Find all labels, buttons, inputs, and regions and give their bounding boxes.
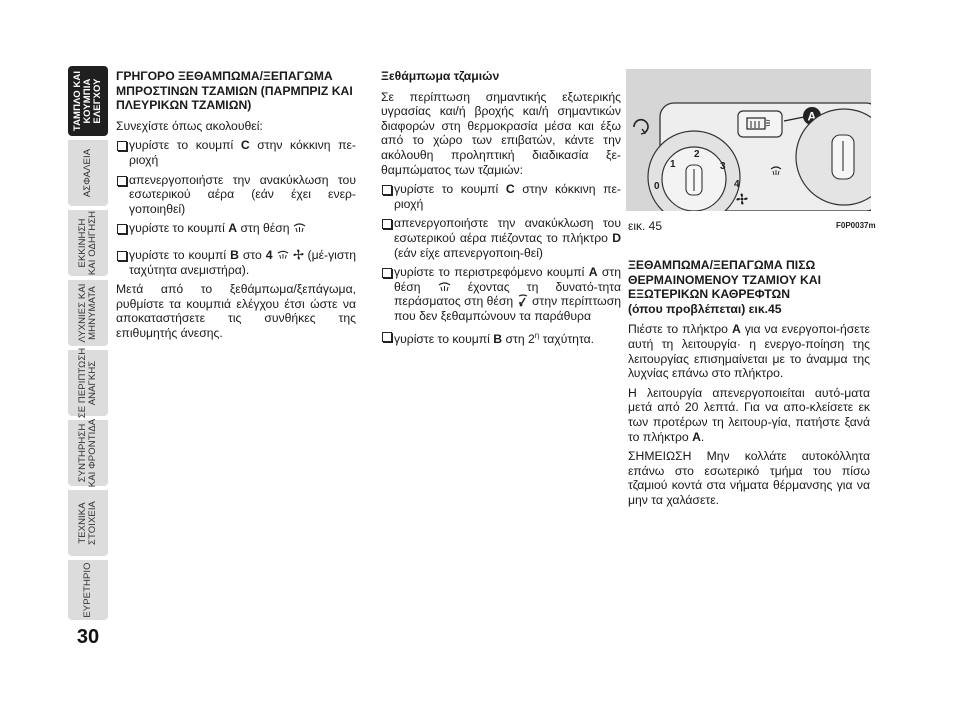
windscreen-defrost-icon: [277, 249, 289, 260]
figure-caption: εικ. 45: [628, 219, 663, 233]
tab-label: ΕΚΚΙΝΗΣΗ ΚΑΙ ΟΔΗΓΗΣΗ: [77, 210, 98, 276]
tab-index[interactable]: [68, 560, 108, 620]
tab-emergency[interactable]: [68, 347, 108, 419]
fan-icon: [293, 249, 304, 260]
section-subtitle: (όπου προβλέπεται) εικ.45: [628, 301, 782, 316]
windscreen-defrost-icon: [293, 222, 306, 233]
list-item: γυρίστε το κουμπί C στην κόκκινη πε-ριοχή: [116, 138, 356, 167]
paragraph: Σε περίπτωση σημαντικής εξωτερικής υγρασίας και/ή βροχής και/ή σημαντικών διαφορών στη θερμοκρασία μέσα και έξω από το χώρο των επιβατών, κάντε την ακόλουθη προληπτική διαδικασία ξε-θαμπώματος των τζαμιών:: [381, 89, 621, 177]
section-title: ΓΡΗΓΟΡΟ ΞΕΘΑΜΠΩΜΑ/ΞΕΠΑΓΩΜΑ ΜΠΡΟΣΤΙΝΩΝ ΤΖΑΜΙΩΝ (ΠΑΡΜΠΡΙΖ ΚΑΙ ΠΛΕΥΡΙΚΩΝ ΤΖΑΜΙΩΝ): [116, 69, 353, 113]
section-title: Ξεθάμπωμα τζαμιών: [381, 69, 500, 83]
svg-text:3: 3: [720, 161, 726, 172]
paragraph: Η λειτουργία απενεργοποιείται αυτό-ματα μετά από 20 λεπτά. Για να απο-κλείσετε εκ των προτέρων τη λειτουρ-γία, πατήστε ξανά το πλήκτρο A.: [628, 385, 870, 444]
list-item: απενεργοποιήστε την ανακύκλωση του εσωτερικού αέρα (εάν έχει ενερ-γοποιηθεί): [116, 173, 356, 217]
figure-code: F0P0037m: [836, 221, 876, 230]
climate-control-figure: [626, 69, 871, 211]
tab-label: ΕΥΡΕΤΗΡΙΟ: [82, 562, 93, 618]
control-panel-illustration: [626, 69, 871, 211]
tab-label: ΛΥΧΝΙΕΣ ΚΑΙ ΜΗΝΥΜΑΤΑ: [77, 283, 98, 343]
column-window-demisting: [381, 69, 621, 351]
tab-dashboard-controls[interactable]: [68, 66, 108, 136]
paragraph: Πιέστε το πλήκτρο A για να ενεργοποι-ήσετε αυτή τη λειτουργία· η ενεργο-ποίηση της λειτουργίας επισημαίνεται με το άναμμα της λυχνίας επάνω στο πλήκτρο.: [628, 322, 870, 381]
section-title: ΞΕΘΑΜΠΩΜΑ/ΞΕΠΑΓΩΜΑ ΠΙΣΩ ΘΕΡΜΑΙΝΟΜΕΝΟΥ ΤΖΑΜΙΟΥ ΚΑΙ ΕΞΩΤΕΡΙΚΩΝ ΚΑΘΡΕΦΤΩΝ (όπου προβλέπεται) εικ.45: [628, 258, 821, 316]
tab-technical-data[interactable]: [68, 490, 108, 556]
column-rear-defrost: [628, 258, 870, 513]
paragraph: Μετά από το ξεθάμπωμα/ξεπάγωμα, ρυθμίστε τα κουμπιά ελέγχου έτσι ώστε να αποκαταστήσετε τις συνθήκες της επιθυμητής άνεσης.: [116, 282, 356, 340]
svg-text:2: 2: [694, 149, 700, 160]
tab-label: ΣΕ ΠΕΡΙΠΤΩΣΗ ΑΝΑΓΚΗΣ: [77, 347, 98, 419]
tab-label: ΤΑΜΠΛΟ ΚΑΙ ΚΟΥΜΠΙΑ ΕΛΕΓΧΟΥ: [72, 70, 103, 132]
paragraph: Συνεχίστε όπως ακολουθεί:: [116, 118, 263, 133]
list-item: γυρίστε το περιστρεφόμενο κουμπί A στη θέση έχοντας τη δυνατό-τητα περάσματος στη θέση στην περίπτωση που δεν ξεθαμπώνουν τα παράθυρα: [381, 265, 621, 323]
list-item: γυρίστε το κουμπί B στο 4 (μέ-γιστη ταχύτητα ανεμιστήρα).: [116, 248, 356, 277]
column-front-defrost: [116, 69, 356, 346]
svg-text:0: 0: [654, 181, 660, 192]
svg-text:A: A: [807, 109, 817, 124]
note-paragraph: ΣΗΜΕΙΩΣΗ Μην κολλάτε αυτοκόλλητα επάνω στο εσωτερικό τμήμα του πίσω τζαμιού κοντά στα νήματα θέρμανσης για να μην τα χαλάσετε.: [628, 449, 870, 507]
tab-warning-lights[interactable]: [68, 280, 108, 346]
list-item: γυρίστε το κουμπί B στη $2^\eta$ ταχύτητα.: [381, 329, 621, 347]
svg-text:1: 1: [670, 159, 676, 170]
svg-text:4: 4: [734, 179, 740, 190]
tab-label: ΤΕΧΝΙΚΑ ΣΤΟΙΧΕΙΑ: [77, 501, 98, 545]
page-number: 30: [76, 626, 100, 648]
tab-label: ΑΣΦΑΛΕΙΑ: [82, 148, 93, 198]
tab-label: ΣΥΝΤΗΡΗΣΗ ΚΑΙ ΦΡΟΝΤΙΔΑ: [77, 418, 98, 488]
tab-maintenance[interactable]: [68, 420, 108, 486]
list-item: γυρίστε το κουμπί A στη θέση: [116, 221, 356, 236]
tab-safety[interactable]: [68, 140, 108, 206]
list-item: απενεργοποιήστε την ανακύκλωση του εσωτερικού αέρα πιέζοντας το πλήκτρο D (εάν είχε απενεργοποιη-θεί): [381, 216, 621, 260]
list-item: γυρίστε το κουμπί C στην κόκκινη πε-ριοχή: [381, 182, 621, 211]
windscreen-defrost-icon: [438, 281, 451, 292]
feet-windscreen-icon: [517, 294, 529, 307]
tab-starting-driving[interactable]: [68, 210, 108, 276]
